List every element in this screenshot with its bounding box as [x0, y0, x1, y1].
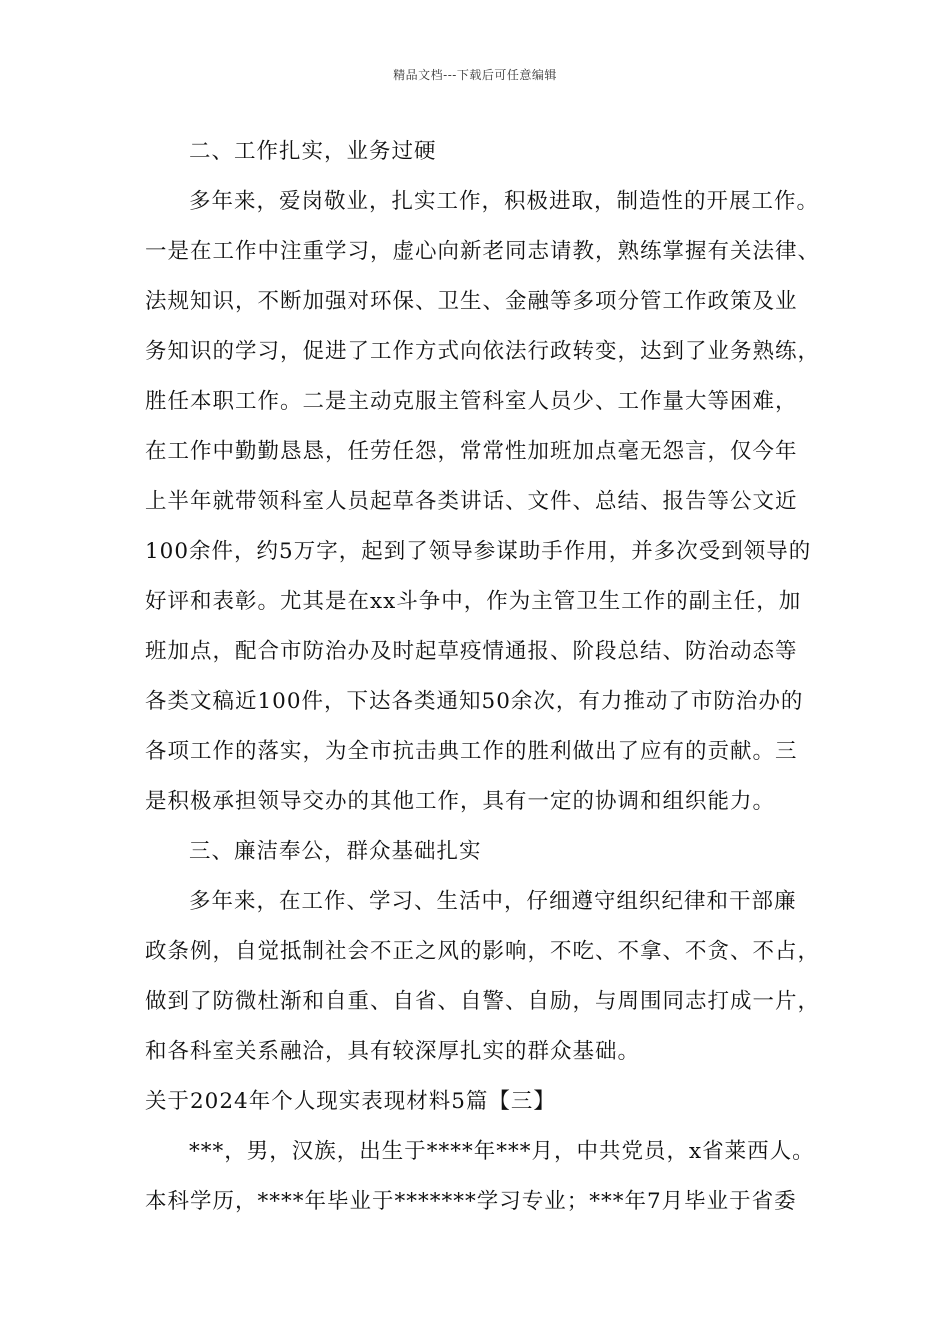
- paragraph-line: 务知识的学习，促进了工作方式向依法行政转变，达到了业务熟练，: [145, 339, 821, 364]
- section-heading: 三、廉洁奉公，群众基础扎实: [189, 839, 482, 864]
- paragraph-line: 法规知识，不断加强对环保、卫生、金融等多项分管工作政策及业: [145, 289, 798, 314]
- paragraph-line: 上半年就带领科室人员起草各类讲话、文件、总结、报告等公文近: [145, 489, 798, 514]
- document-body: [145, 131, 835, 1231]
- paragraph-line: 在工作中勤勤恳恳，任劳任怨，常常性加班加点毫无怨言，仅今年: [145, 439, 798, 464]
- section-heading: 二、工作扎实，业务过硬: [189, 139, 437, 164]
- article-title: 关于2024年个人现实表现材料5篇【三】: [145, 1089, 556, 1114]
- paragraph-line: 政条例，自觉抵制社会不正之风的影响，不吃、不拿、不贪、不占，: [145, 939, 821, 964]
- paragraph-line: 多年来，在工作、学习、生活中，仔细遵守组织纪律和干部廉: [189, 889, 797, 914]
- paragraph-line: 一是在工作中注重学习，虚心向新老同志请教，熟练掌握有关法律、: [145, 239, 821, 264]
- paragraph-line: 本科学历，****年毕业于*******学习专业；***年7月毕业于省委: [145, 1189, 797, 1214]
- paragraph-line: 好评和表彰。尤其是在xx斗争中，作为主管卫生工作的副主任，加: [145, 589, 802, 614]
- paragraph-line: 100余件，约5万字，起到了领导参谋助手作用，并多次受到领导的: [145, 539, 812, 564]
- paragraph-line: 多年来，爱岗敬业，扎实工作，积极进取，制造性的开展工作。: [189, 189, 820, 214]
- paragraph-line: 做到了防微杜渐和自重、自省、自警、自励，与周围同志打成一片，: [145, 989, 821, 1014]
- paragraph-line: ***，男，汉族，出生于****年***月，中共党员，x省莱西人。: [189, 1139, 815, 1164]
- paragraph-line: 各项工作的落实，为全市抗击典工作的胜利做出了应有的贡献。三: [145, 739, 798, 764]
- paragraph-line: 和各科室关系融洽，具有较深厚扎实的群众基础。: [145, 1039, 641, 1064]
- paragraph-line: 是积极承担领导交办的其他工作，具有一定的协调和组织能力。: [145, 789, 776, 814]
- paragraph-line: 各类文稿近100件，下达各类通知50余次，有力推动了市防治办的: [145, 689, 804, 714]
- paragraph-line: 班加点，配合市防治办及时起草疫情通报、阶段总结、防治动态等: [145, 639, 798, 664]
- page-header: 精品文档---下载后可任意编辑: [393, 68, 557, 82]
- paragraph-line: 胜任本职工作。二是主动克服主管科室人员少、工作量大等困难，: [145, 389, 798, 414]
